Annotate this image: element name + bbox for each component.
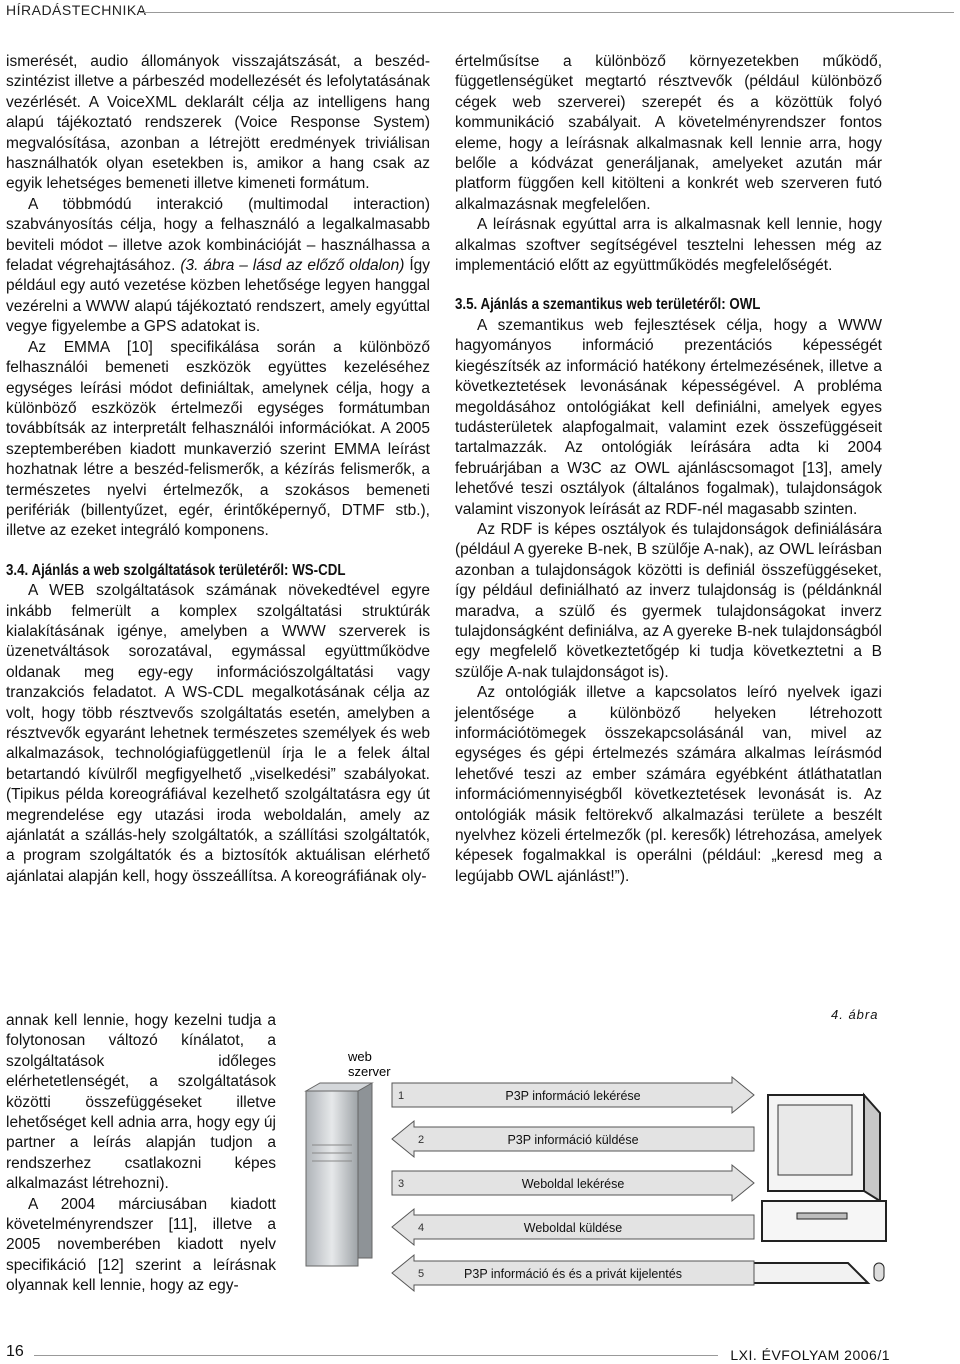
wrapped-text-column [6, 1011, 276, 1297]
paragraph: A WEB szolgáltatások számának növekedtével egyre inkább felmerült a komplex szolgáltatási struktúrák kialakításának igénye, amelyben a WWW szerverek is üzenetváltások sorozatával, egymással együttműködve oldanak meg egy-egy információszolgáltatási vagy tranzakciós feladatot. A WS-CDL megalkotásának célja az volt, hogy több résztvevős szolgáltatás esetén, amelyben a résztvevők egyaránt lehetnek természetes személyek és web alkalmazások, technológiafüggetlenül írja le a felek által betartandó kívülről megfigyelhető „viselkedési” szabályokat. (Tipikus példa koreográfiával kezelhető szolgáltatásra egy út megrendelése egy utazási iroda weboldalán, amely az ajánlatát a szállás-hely szolgáltatók, a szállítási szolgáltatók, a program szolgáltatók és a biztosítók aktuálisan elérhető ajánlatai alapján kell, hogy összeállítsa. A koreográfiának oly- [6, 582, 430, 885]
step-label: P3P információ küldése [507, 1133, 639, 1147]
left-column [6, 52, 430, 887]
paragraph: Az RDF is képes osztályok és tulajdonságok definiálására (például A gyereke B-nek, B szülője A-nak), az OWL leírásban azonban a tulajdonságok közötti is definiál összefüggéseket, így például definiálható az inverz tulajdonság is (példánknál maradva, a szülő és gyermek tulajdonságokat inverz tulajdonságként definiálva, az A gyereke B-nek tulajdonságból egy megfelelő következtetőgép ki tudja következtetni a B szülője A-nak tulajdonságot is). [455, 520, 882, 681]
server-icon [306, 1083, 372, 1266]
step-label: P3P információ lekérése [505, 1089, 641, 1103]
step-number: 1 [398, 1090, 405, 1102]
footer-rule [34, 1355, 718, 1356]
server-label: web [348, 1049, 372, 1064]
paragraph-text: A többmódú interakció (multimodal interaction) szabványosítás célja, hogy a felhasználó a legalkalmasabb beviteli módot – illetve azok kombinációját – használhassa a feladat végrehajtásához. [6, 195, 430, 275]
journal-issue: LXI. ÉVFOLYAM 2006/1 [730, 1347, 890, 1363]
paragraph-text: Így például egy autó vezetése közben lehetősége legyen hanggal vezérelni a WWW alapú tájékoztató rendszert, amely egyúttal vegye figyelembe a GPS adatokat is. [6, 257, 431, 336]
section-heading: 3.5. Ajánlás a szemantikus web területéről: OWL [455, 296, 761, 314]
figure-reference: (3. ábra – lásd az előző oldalon) [180, 257, 405, 275]
paragraph: A 2004 márciusában kiadott követelményrendszer [11], illetve a 2005 novemberében kiadott nyelv specifikáció [12] szerint a leírásnak olyannak kell lennie, hogy az egy- [6, 1195, 276, 1295]
paragraph: A leírásnak egyúttal arra is alkalmasnak kell lennie, hogy alkalmas szoftver segítségével tesztelni lehessen még az implementáció előtt az együttműködés megfelelőségét. [455, 216, 882, 275]
right-column [455, 52, 882, 887]
page-number: 16 [6, 1343, 24, 1360]
paragraph [6, 195, 430, 338]
server-label: szerver [348, 1064, 391, 1079]
step-number: 3 [398, 1178, 405, 1190]
paragraph: Az EMMA [10] specifikálása során a különböző felhasználói bemeneti eszközök együttes kezeléséhez egységes leírási módot definiáltak, amelynek célja, hogy a különböző eszközök értelmezői egységes formátumban továbbítsák az interpretált felhasználói információkat. A 2005 szeptemberében kiadott munkaverzió szerint EMMA leírást hozhatnak létre a beszéd-felismerők, a kézírás felismerők, a természetes nyelvi értelmezők, a szokásos bemeneti perifériák (billentyűzet, egér, érintőképernyő, DTMF stb.), illetve az ezeket integráló komponens. [6, 338, 430, 540]
step-number: 5 [418, 1268, 425, 1280]
step-label: P3P információ és és a privát kijelentés [464, 1267, 682, 1281]
paragraph: A szemantikus web fejlesztések célja, hogy a WWW hagyományos információ prezentációs képességét kiegészítsék az információ hatékony értelmezésének, illetve a következtetések levonásának képességével. A probléma megoldásához ontológiákat kell definiálni, amelyek egyes tudásterületek alapfogalmait, valamint ezek összefüggéseit tartalmazzák. Az ontológiák leírására adta ki 2004 februárjában a W3C az OWL ajánláscsomagot [13], amely lehetővé teszi osztályok (általános fogalmak), tulajdonságok valamint viszonyok leírását az RDF-nél magasabb szinten. [455, 316, 882, 518]
running-header: HÍRADÁSTECHNIKA [6, 2, 147, 18]
step-number: 4 [418, 1222, 425, 1234]
paragraph: ismerését, audio állományok visszajátszását, a beszéd-szintézist illetve a párbeszéd modellezését és lefolytatásának vezérlését. A VoiceXML deklarált célja az intelligens hang alapú tájékoztató rendszerek (Voice Response System) megvalósítása, azonban a létrejött eredmények triviálisan használhatók olyan esetekben is, amikor a hang csak az egyik lehetséges bemeneti illetve kimeneti formátum. [6, 53, 430, 193]
step-label: Weboldal lekérése [521, 1177, 625, 1191]
p3p-exchange-diagram [292, 1025, 892, 1323]
paragraph: annak kell lennie, hogy kezelni tudja a folytonosan változó kínálatot, a szolgáltatások időleges elérhetetlenségét, a szolgáltatások közötti összefüggéseket illetve lehetőséget kell adnia arra, hogy egy új partner a leírás alapján tudjon a rendszerhez csatlakozni képes alkalmazást létrehozni). [6, 1012, 276, 1193]
computer-icon [724, 1095, 886, 1283]
figure-caption: 4. ábra [831, 1007, 879, 1022]
step-number: 2 [418, 1134, 425, 1146]
paragraph: Az ontológiák illetve a kapcsolatos leíró nyelvek igazi jelentősége a különböző helyeken létrehozott információtömegek összekapcsolásánál van, mivel az egységes és gépi értelmezés számára alkalmas leírásmód lehetővé teszi az ember számára egyébként átláthatatlan információmennyiségből következtetések levonását is. Az ontológiák másik feltörekvő alkalmazási területe a beszélt nyelvhez közeli értelmezők (pl. keresők) létrehozása, amelyek képesek fogalmakkal is operálni (például: „keresd meg a legújabb OWL ajánlást!”). [455, 684, 882, 885]
section-heading: 3.4. Ajánlás a web szolgáltatások területéről: WS-CDL [6, 561, 346, 579]
step-label: Weboldal küldése [523, 1221, 623, 1235]
paragraph: értelműsítse a különböző környezetekben működő, függetlenségüket megtartó résztvevők (például különböző cégek web szerverei) szerepét és a közöttük folyó kommunikáció szabályait. A követelményrendszer fontos eleme, hogy a leírásnak alkalmasnak kell lennie arra, hogy belőle a kódvázat generáljanak, amelyeket azután már platform függően kell kitölteni a konkrét web szerveren futó alkalmazásnak megfelelően. [455, 53, 882, 213]
header-rule [140, 12, 954, 13]
